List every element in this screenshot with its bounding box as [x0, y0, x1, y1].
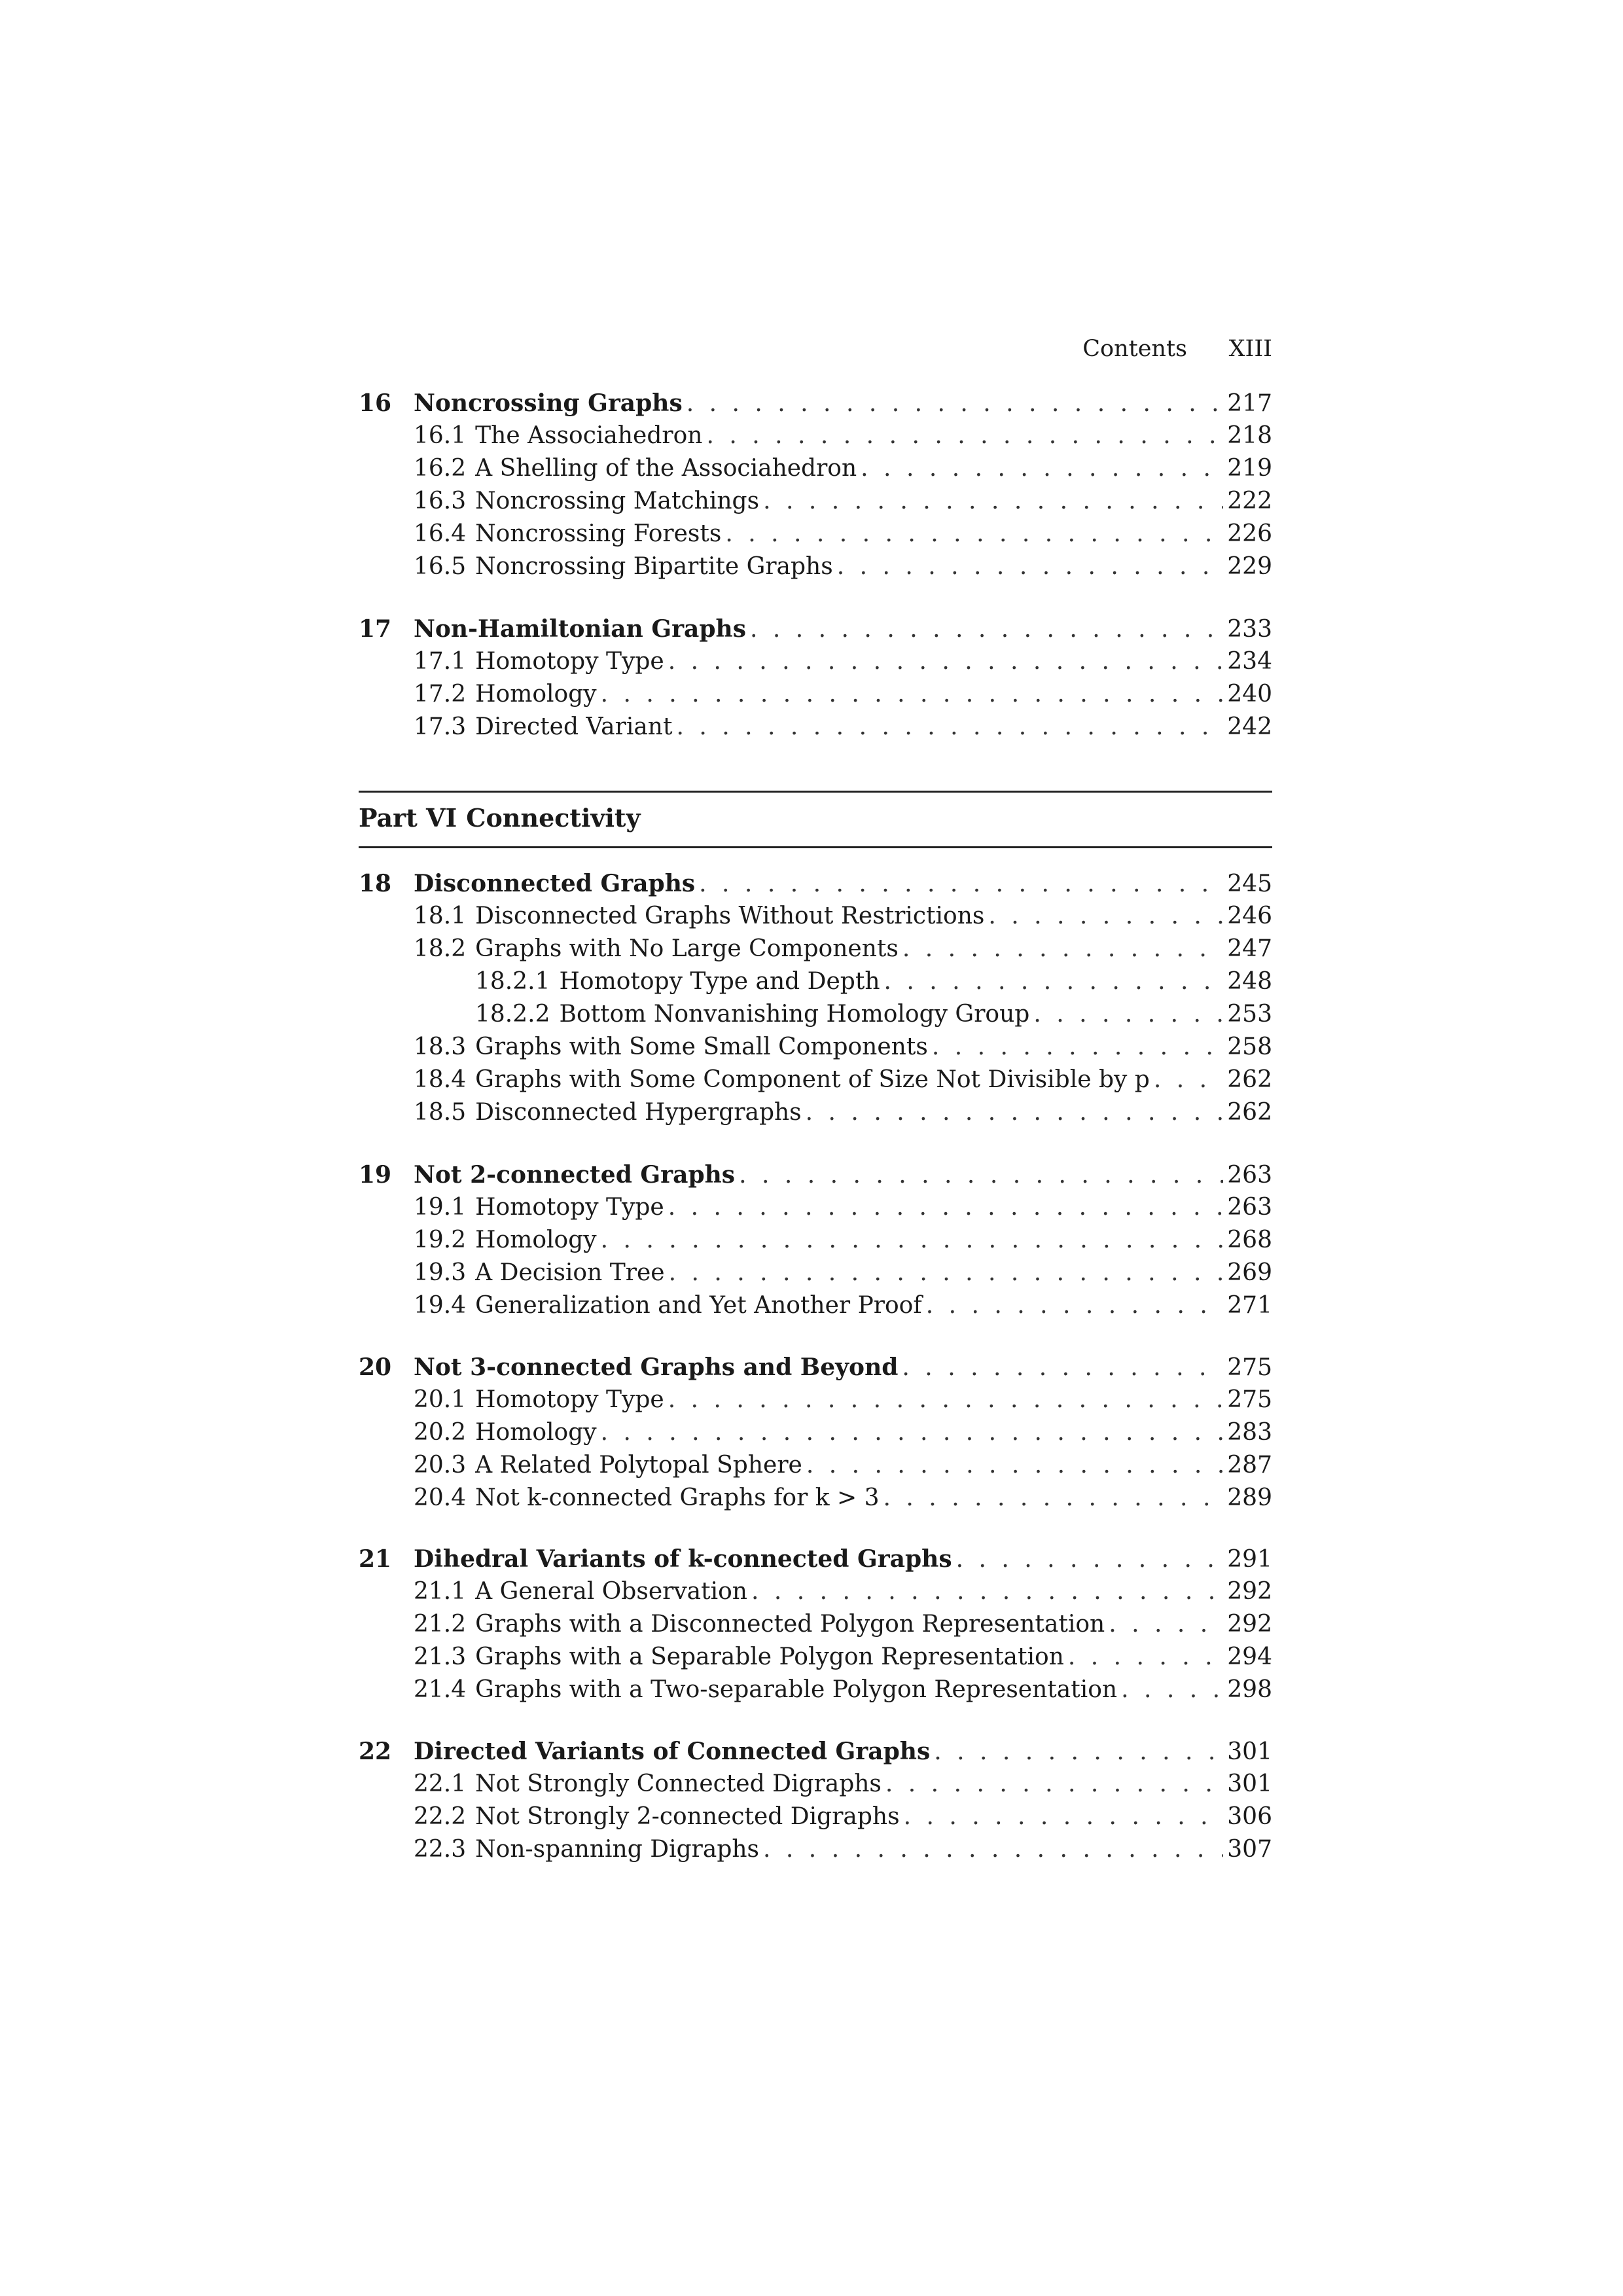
entry-title: Graphs with Some Component of Size Not Divisible by p [475, 1066, 1150, 1093]
entry-page: 301 [1227, 1770, 1272, 1797]
entry-title: Homotopy Type [475, 648, 664, 675]
entry-number: 19.3 [414, 1259, 467, 1286]
entry-number: 21.3 [414, 1643, 467, 1670]
entry-title: Homotopy Type [475, 1386, 664, 1413]
entry-title: Non-Hamiltonian Graphs [414, 615, 746, 643]
dot-leader [885, 1768, 1223, 1801]
entry-page: 291 [1227, 1546, 1272, 1573]
toc-entry[interactable] [359, 1833, 1272, 1866]
entry-title: Graphs with a Separable Polygon Representation [475, 1643, 1064, 1670]
entry-number: 21.1 [414, 1578, 467, 1605]
toc-entry[interactable] [359, 1575, 1272, 1608]
dot-leader [750, 613, 1223, 646]
entry-page: 268 [1227, 1227, 1272, 1253]
toc-entry[interactable] [359, 1674, 1272, 1706]
dot-leader [904, 1801, 1224, 1833]
dot-leader [806, 1096, 1224, 1129]
toc-entry[interactable] [359, 518, 1272, 550]
toc-chapter-21 [359, 1543, 1272, 1706]
entry-number: 17.1 [414, 648, 467, 675]
dot-leader [806, 1449, 1223, 1482]
entry-title: Not k-connected Graphs for k > 3 [475, 1484, 880, 1511]
entry-page: 292 [1227, 1611, 1272, 1638]
entry-title: A General Observation [475, 1578, 747, 1605]
entry-page: 263 [1227, 1162, 1272, 1189]
entry-number: 20 [359, 1354, 392, 1381]
entry-page: 283 [1227, 1419, 1272, 1446]
dot-leader [956, 1543, 1224, 1576]
toc-entry[interactable] [359, 1543, 1272, 1575]
toc-entry[interactable] [359, 1801, 1272, 1833]
dot-leader [861, 452, 1223, 485]
entry-page: 262 [1227, 1066, 1272, 1093]
entry-number: 18.2.1 [475, 968, 550, 995]
entry-page: 219 [1227, 455, 1272, 482]
entry-number: 16 [359, 389, 392, 417]
entry-page: 234 [1227, 648, 1272, 675]
toc-entry[interactable] [359, 1257, 1272, 1289]
entry-title: Graphs with Some Small Components [475, 1033, 928, 1060]
dot-leader [601, 678, 1224, 711]
toc-entry[interactable] [359, 1224, 1272, 1257]
toc-entry[interactable] [359, 1351, 1272, 1384]
entry-number: 22.1 [414, 1770, 467, 1797]
toc-entry[interactable] [359, 550, 1272, 583]
dot-leader [676, 711, 1223, 744]
dot-leader [988, 900, 1223, 933]
entry-page: 222 [1227, 488, 1272, 514]
entry-title: Homology [475, 1419, 597, 1446]
entry-page: 292 [1227, 1578, 1272, 1605]
dot-leader [601, 1224, 1224, 1257]
toc-chapter-22 [359, 1735, 1272, 1866]
dot-leader [699, 868, 1223, 901]
entry-number: 16.4 [414, 520, 467, 547]
entry-title: Homology [475, 1227, 597, 1253]
entry-number: 17 [359, 615, 392, 643]
entry-title: Not Strongly 2-connected Digraphs [475, 1803, 900, 1830]
entry-page: 307 [1227, 1836, 1272, 1863]
entry-page: 301 [1227, 1738, 1272, 1765]
entry-title: Graphs with a Disconnected Polygon Representation [475, 1611, 1105, 1638]
toc-chapter-19 [359, 1158, 1272, 1322]
entry-title: Generalization and Yet Another Proof [475, 1292, 922, 1319]
entry-page: 287 [1227, 1452, 1272, 1479]
toc-entry[interactable] [359, 1482, 1272, 1515]
entry-number: 16.1 [414, 422, 467, 449]
entry-title: A Shelling of the Associahedron [475, 455, 857, 482]
dot-leader [668, 1384, 1224, 1416]
entry-title: Noncrossing Graphs [414, 389, 683, 417]
entry-title: Directed Variant [475, 713, 673, 740]
dot-leader [669, 1257, 1224, 1289]
dot-leader [932, 1031, 1223, 1064]
dot-leader [687, 387, 1224, 420]
toc-entry[interactable] [359, 1641, 1272, 1674]
dot-leader [902, 933, 1223, 965]
entry-number: 20.3 [414, 1452, 467, 1479]
toc-entry[interactable] [359, 1064, 1272, 1096]
entry-title: Homotopy Type [475, 1194, 664, 1221]
entry-title: Directed Variants of Connected Graphs [414, 1738, 931, 1765]
entry-title: Disconnected Graphs [414, 870, 696, 897]
dot-leader [1068, 1641, 1223, 1674]
toc-entry[interactable] [359, 1384, 1272, 1416]
running-header [359, 332, 1272, 365]
entry-title: Homotopy Type and Depth [559, 968, 880, 995]
entry-title: A Decision Tree [475, 1259, 665, 1286]
entry-title: The Associahedron [475, 422, 703, 449]
dot-leader [934, 1736, 1223, 1768]
dot-leader [751, 1575, 1223, 1608]
entry-page: 269 [1227, 1259, 1272, 1286]
header-page-number: XIII [1228, 336, 1272, 362]
part-title[interactable] [359, 802, 641, 834]
entry-page: 275 [1227, 1354, 1272, 1381]
toc-entry[interactable] [359, 1158, 1272, 1191]
dot-leader [601, 1416, 1224, 1449]
entry-page: 306 [1227, 1803, 1272, 1830]
entry-number: 16.3 [414, 488, 467, 514]
toc-entry[interactable] [359, 998, 1272, 1031]
entry-number: 19.2 [414, 1227, 467, 1253]
entry-title: Noncrossing Matchings [475, 488, 760, 514]
entry-number: 19.4 [414, 1292, 467, 1319]
dot-leader [725, 518, 1223, 550]
entry-number: 16.2 [414, 455, 467, 482]
toc-entry[interactable] [359, 965, 1272, 998]
entry-number: 21.2 [414, 1611, 467, 1638]
dot-leader [884, 965, 1224, 998]
dot-leader [763, 1833, 1223, 1866]
dot-leader [1033, 998, 1223, 1031]
part-name: Connectivity [466, 803, 641, 833]
toc-entry[interactable] [359, 1191, 1272, 1224]
entry-title: Dihedral Variants of k-connected Graphs [414, 1545, 952, 1573]
entry-page: 240 [1227, 681, 1272, 708]
entry-title: Graphs with a Two-separable Polygon Representation [475, 1676, 1118, 1703]
entry-page: 263 [1227, 1194, 1272, 1221]
dot-leader [1154, 1064, 1223, 1096]
entry-title: Disconnected Graphs Without Restrictions [475, 903, 985, 929]
dot-leader [763, 485, 1223, 518]
entry-title: Non-spanning Digraphs [475, 1836, 760, 1863]
entry-page: 258 [1227, 1033, 1272, 1060]
entry-title: Not Strongly Connected Digraphs [475, 1770, 882, 1797]
dot-leader [883, 1482, 1224, 1515]
toc-entry[interactable] [359, 1416, 1272, 1449]
entry-page: 242 [1227, 713, 1272, 740]
toc-chapter-18 [359, 867, 1272, 1129]
entry-page: 248 [1227, 968, 1272, 995]
entry-number: 22.2 [414, 1803, 467, 1830]
toc-entry[interactable] [359, 867, 1272, 900]
dot-leader [902, 1352, 1223, 1384]
dot-leader [1109, 1608, 1223, 1641]
entry-title: Graphs with No Large Components [475, 935, 899, 962]
entry-page: 229 [1227, 553, 1272, 580]
entry-page: 245 [1227, 870, 1272, 897]
toc-chapter-20 [359, 1351, 1272, 1515]
entry-page: 233 [1227, 616, 1272, 643]
entry-number: 18.4 [414, 1066, 467, 1093]
toc-chapter-17 [359, 613, 1272, 744]
toc-entry[interactable] [359, 1768, 1272, 1801]
entry-page: 289 [1227, 1484, 1272, 1511]
toc-chapter-16 [359, 387, 1272, 583]
toc-entry[interactable] [359, 1735, 1272, 1768]
entry-number: 19 [359, 1161, 392, 1189]
entry-page: 226 [1227, 520, 1272, 547]
part-label: Part VI [359, 803, 457, 833]
toc-entry[interactable] [359, 485, 1272, 518]
entry-number: 18.5 [414, 1099, 467, 1126]
toc-entry[interactable] [359, 1031, 1272, 1064]
entry-page: 298 [1227, 1676, 1272, 1703]
toc-entry[interactable] [359, 613, 1272, 645]
entry-page: 262 [1227, 1099, 1272, 1126]
dot-leader [837, 550, 1224, 583]
entry-number: 18.2 [414, 935, 467, 962]
entry-number: 22 [359, 1738, 392, 1765]
entry-number: 17.2 [414, 681, 467, 708]
dot-leader [739, 1159, 1223, 1192]
dot-leader [1121, 1674, 1223, 1706]
entry-title: A Related Polytopal Sphere [475, 1452, 802, 1479]
toc-entry[interactable] [359, 1449, 1272, 1482]
entry-number: 20.2 [414, 1419, 467, 1446]
toc-entry[interactable] [359, 1289, 1272, 1322]
toc-entry[interactable] [359, 1608, 1272, 1641]
toc-entry[interactable] [359, 420, 1272, 452]
entry-title: Not 2-connected Graphs [414, 1161, 736, 1189]
entry-number: 21.4 [414, 1676, 467, 1703]
toc-entry[interactable] [359, 678, 1272, 711]
entry-number: 18 [359, 870, 392, 897]
dot-leader [926, 1289, 1224, 1322]
entry-number: 20.1 [414, 1386, 467, 1413]
entry-number: 16.5 [414, 553, 467, 580]
dot-leader [668, 1191, 1224, 1224]
entry-title: Homology [475, 681, 597, 708]
entry-title: Noncrossing Bipartite Graphs [475, 553, 833, 580]
entry-page: 218 [1227, 422, 1272, 449]
entry-number: 21 [359, 1545, 392, 1573]
entry-title: Not 3-connected Graphs and Beyond [414, 1354, 899, 1381]
dot-leader [668, 645, 1224, 678]
entry-number: 22.3 [414, 1836, 467, 1863]
entry-number: 18.1 [414, 903, 467, 929]
entry-page: 294 [1227, 1643, 1272, 1670]
toc-entry[interactable] [359, 387, 1272, 420]
entry-page: 247 [1227, 935, 1272, 962]
part-heading [359, 791, 1272, 848]
entry-page: 253 [1227, 1001, 1272, 1028]
entry-page: 271 [1227, 1292, 1272, 1319]
dot-leader [706, 420, 1223, 452]
toc-entry[interactable] [359, 1096, 1272, 1129]
toc-entry[interactable] [359, 933, 1272, 965]
entry-title: Bottom Nonvanishing Homology Group [559, 1001, 1030, 1028]
toc-entry[interactable] [359, 645, 1272, 678]
toc-entry[interactable] [359, 900, 1272, 933]
entry-title: Noncrossing Forests [475, 520, 722, 547]
entry-number: 18.3 [414, 1033, 467, 1060]
entry-page: 275 [1227, 1386, 1272, 1413]
entry-title: Disconnected Hypergraphs [475, 1099, 802, 1126]
entry-number: 18.2.2 [475, 1001, 550, 1028]
header-label: Contents [1082, 336, 1187, 362]
entry-page: 246 [1227, 903, 1272, 929]
toc-entry[interactable] [359, 452, 1272, 485]
toc-entry[interactable] [359, 711, 1272, 744]
entry-number: 17.3 [414, 713, 467, 740]
entry-number: 20.4 [414, 1484, 467, 1511]
entry-page: 217 [1227, 390, 1272, 417]
entry-number: 19.1 [414, 1194, 467, 1221]
